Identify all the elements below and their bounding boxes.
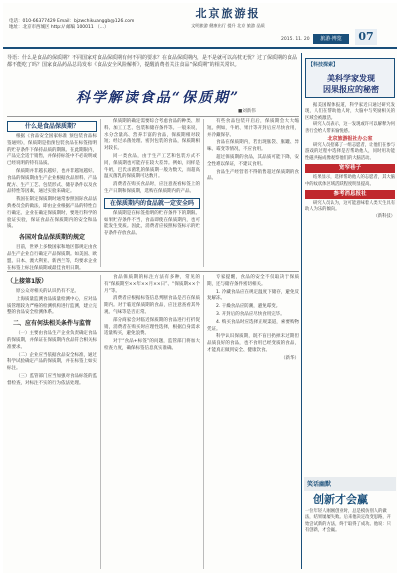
main-headline: 科学解读食品“保质期” [75, 90, 241, 106]
paragraph: 消费者在购买食品时，应注意查看标签上的生产日期和保质期，选购在保质期内的产品。 [104, 182, 200, 194]
page-number: 07 [355, 29, 377, 45]
humor-body: 一位年轻人刚刚创业时，总是模仿别人的做法，结果屡屡失败。后来他决定改变思路，开始尝试新的方法，终于取得了成功。他说：只有创新，才会赢。 [305, 509, 391, 534]
paragraph: 食品生产经营者不得销售超过保质期的食品。 [207, 169, 299, 182]
paragraph: 研究人员招募了一组志愿者，让他们在参与游戏的过程中选择是否帮助他人，同时用功能性磁共振成像观察他们的大脑活动。 [305, 143, 395, 161]
paragraph: 食品保质期的标注方法有多种，常见的有“保质期至××年××月××日”、“保质期××个月”等。 [104, 275, 200, 294]
paragraph: 4. 购买食品时应选择正规渠道，索要购物凭证。 [207, 319, 299, 332]
brand-slogan: 文明旅游 健康出行 提升 北京 旅游 品质 [191, 23, 265, 28]
paragraph: 消费者应根据标签信息判断食品是否在保质期内。对于临近保质期的食品，应注意查看其外观、气味等是否正常。 [104, 296, 200, 315]
paragraph: 根据《食品安全国家标准 预包装食品标签通则》，保质期是指预包装食品在标签指明的贮存条件下保持品质的期限。在此期限内，产品完全适于销售，并保持标签中不必说明或已经说明的特有品质。 [7, 134, 97, 167]
paragraph: 有些食品包装开启后，保质期会大大缩短。例如，牛奶、果汁等开封后应尽快食用，并冷藏保存。 [207, 119, 299, 138]
sidebar-red-heading: 北京旅游报社办公室 [327, 136, 373, 143]
humor-heading: 笑话幽默 [307, 481, 332, 488]
source-tag: （新华） [281, 355, 299, 361]
contact-info [9, 19, 169, 31]
paragraph: 据美国媒体报道，科学家近日通过研究发现，人们在帮助他人时，大脑中与奖励相关的区域会被激活。 [305, 103, 395, 121]
paragraph: 保质期的确定需要综合考虑食品的种类、原料、加工工艺、包装和储存条件等。一般来说，水分含量高、营养丰富的食品，保质期相对较短；经过杀菌处理、密封包装的食品，保质期相对较长。 [104, 119, 200, 152]
paragraph: 上海质量监测食品质量检测中心，应对品质管理较为严格的检测机构进行监测，建立完整的食品安全检测体系。 [7, 296, 97, 316]
subheading: 二、应有何法相关条件与监管 [12, 320, 91, 328]
sidebar-divider [301, 53, 302, 569]
paragraph: 同一类食品，由于生产工艺和包装方式不同，保质期也可能存在较大差异。例如，同样是牛奶，巴氏杀菌乳的保质期一般为数天，而超高温灭菌乳的保质期可达数月。 [104, 153, 200, 180]
sidebar-source: （新科技） [373, 213, 395, 219]
issue-date: 2015. 11. 20 [281, 37, 310, 42]
question-heading: 什么是食品保质期？ [7, 121, 97, 132]
column-divider [100, 119, 101, 267]
lead-paragraph: 导语：什么是食品的保质期？不同国家对食品保质期有何不同的要求？在食品保质期内，是不是就可以高枕无忧？过了保质期的食品都不能吃了吗？国家食品药品总局发布《食品安全风险解析》，提醒消费者关注食品“保质期”的相关常识。 [7, 55, 298, 68]
paragraph: 目前，世界上多数国家和地区都规定由食品生产企业自行确定产品保质期。如美国、欧盟、日本、澳大利亚、新西兰等，均要求企业在标签上标注保质期或最佳食用日期。 [7, 245, 97, 271]
paragraph: 专家提醒，食品的安全不仅取决于保质期，还与储存条件密切相关。 [207, 275, 299, 287]
sidebar-label: 【科技探索】 [308, 62, 339, 68]
paragraph: 部分商家会对临近保质期的食品进行打折促销，消费者在购买时应理性选择，根据自身需求适量购买，避免浪费。 [104, 317, 200, 337]
paragraph: 保质期并非越长越好，也并非越短越好。食品的保质期由生产企业根据食品原料、产品配方、生产工艺、包装形式、储存条件以及食品特性等因素，通过实验来确定。 [7, 168, 97, 195]
sidebar-title: 美科学家发现 因果报应的秘密 [323, 73, 379, 94]
contact-line-2: 地址：北京市西城区 http:// 邮编 100011 （…） [9, 25, 109, 30]
paragraph: 保质期是在标签指明的贮存条件下的期限。如果贮存条件不当，食品即使在保质期内，也可能发生变质。因此，消费者应按照标签标示的贮存条件存放食品。 [104, 210, 200, 237]
section-tag: 旅游·博览 [313, 34, 349, 44]
column-divider [203, 119, 204, 267]
brand-name: 北京旅游报 [195, 7, 261, 20]
paragraph: 我国在制定保质期时通常参照国际食品法典委员会的做法，即由企业根据产品的特性自行确定。企业在确定保质期时，要进行科学的验证实验，保证食品在保质期内的安全和品质。 [7, 197, 97, 230]
paragraph: 结果显示，选择帮助他人的志愿者，其大脑中的纹状体区域活跃程度明显提高。 [305, 175, 395, 187]
paragraph: （三）监管部门应当加强对食品标签的监督检查，对标注不实的行为依法处理。 [7, 373, 97, 386]
column-divider [203, 275, 204, 569]
paragraph: 科学认识保质期，既不盲目扔掉未过期但品质良好的食品，也不食用已经变质的食品，才能真正做到安全、健康饮食。 [207, 334, 299, 353]
subheading-box: 在保质期内的食品就一定安全吗 [104, 198, 200, 209]
paragraph: （一）主要由食品生产企业负责确定食品的保质期，并保证在保质期内食品符合相关标准要求。 [7, 331, 97, 350]
paragraph: 食品在保质期内，若出现胀袋、胀罐、异味、霉变等情况，不应食用。 [207, 140, 299, 153]
sidebar-title-box [305, 58, 395, 98]
paragraph: 超过保质期的食品，其品质可能下降，安全性难以保证，不建议食用。 [207, 154, 299, 167]
paragraph: 1. 冷藏食品应在规定温度下储存，避免反复解冻。 [207, 289, 299, 302]
newspaper-page [3, 3, 397, 573]
paragraph: 研究人员表示，这一发现或许可以解释为何善行会给人带来愉悦感。 [305, 122, 395, 134]
paragraph: 对于“食品+标签”的问题，监管部门将加大检查力度，确保标签信息真实准确。 [104, 339, 200, 351]
article-column-1 [7, 119, 97, 271]
sidebar-banner: 参考消息报社 [305, 190, 395, 199]
sidebar-body [305, 103, 395, 473]
masthead [3, 3, 397, 49]
article-column-3 [207, 119, 299, 267]
headline-divider [7, 116, 299, 117]
lower-column-1 [7, 275, 97, 569]
article-column-2 [104, 119, 200, 267]
byline: ■刘新伟 [238, 109, 256, 114]
lower-column-2 [104, 275, 200, 569]
lower-column-3 [207, 275, 299, 569]
contact-line-1: 电话：010-66377429 Email：bjzwchikuanggb@126.com [9, 19, 135, 24]
paragraph: 研究人员认为，这可能意味着人类天生具有助人为乐的倾向。 [305, 201, 395, 213]
column-divider [100, 275, 101, 569]
paragraph: 2. 干燥食品应防潮，避免霉变。 [216, 304, 281, 310]
humor-title: 创新才会赢 [313, 493, 368, 506]
paragraph: 3. 开封后的食品应尽快食用完毕。 [216, 311, 285, 317]
paragraph: 原公众对相关的认识仍有不足。 [16, 289, 79, 294]
continued-tag: （上接第1版） [7, 278, 48, 285]
section-divider [7, 271, 299, 272]
brand [153, 5, 303, 29]
paragraph: （二）企业应当依据食品安全标准，通过科学试验确定产品的保质期，并在标签上如实标注。 [7, 352, 97, 372]
sidebar-banner: 宽窄巷子 [305, 164, 395, 173]
subheading: 各国对食品保质期的规定 [18, 234, 85, 242]
